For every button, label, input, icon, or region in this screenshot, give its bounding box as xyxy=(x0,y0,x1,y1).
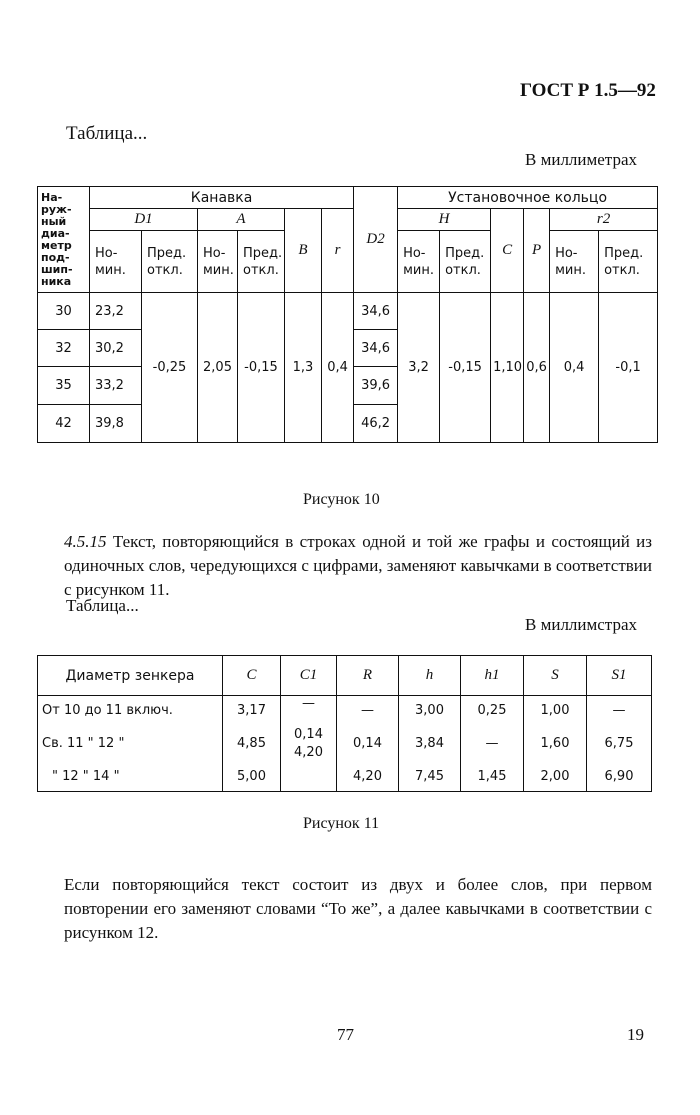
cell-B: 1,3 xyxy=(285,293,322,443)
subheader-deviation: Пред. откл. xyxy=(142,231,198,293)
cell-D2: 46,2 xyxy=(354,405,398,443)
group-header-groove: Канавка xyxy=(90,187,354,209)
col-header-C: C xyxy=(223,656,281,696)
col-header-C: C xyxy=(491,209,524,293)
page-number: 77 xyxy=(337,1025,354,1044)
cell-C: 1,10 xyxy=(491,293,524,443)
cell-H-nominal: 3,2 xyxy=(398,293,440,443)
col-header-A: A xyxy=(198,209,285,231)
cell-h: 3,84 xyxy=(399,726,461,762)
subheader-nominal: Но- мин. xyxy=(90,231,142,293)
table2-units: В миллимстрах xyxy=(525,615,637,634)
cell-outer-diameter: 32 xyxy=(38,330,90,367)
table1-caption: Таблица... xyxy=(66,123,148,144)
cell-C: 3,17 xyxy=(223,696,281,726)
document-standard-header: ГОСТ Р 1.5—92 xyxy=(520,80,656,101)
col-header-S1: S1 xyxy=(587,656,652,696)
cell-outer-diameter: 42 xyxy=(38,405,90,443)
table-bearing-groove xyxy=(37,186,658,443)
subheader-nominal: Но- мин. xyxy=(398,231,440,293)
sheet-number: 19 xyxy=(627,1025,644,1044)
cell-C1-empty xyxy=(281,762,337,792)
cell-A-nominal: 2,05 xyxy=(198,293,238,443)
col-header-R: R xyxy=(337,656,399,696)
cell-r2-deviation: -0,1 xyxy=(599,293,658,443)
cell-C: 5,00 xyxy=(223,762,281,792)
col-header-r: r xyxy=(322,209,354,293)
cell-outer-diameter: 30 xyxy=(38,293,90,330)
cell-R: — xyxy=(337,696,399,726)
cell-S1: 6,90 xyxy=(587,762,652,792)
col-header-h1: h1 xyxy=(461,656,524,696)
subheader-deviation: Пред. откл. xyxy=(238,231,285,293)
cell-C1: — xyxy=(281,696,337,726)
cell-diameter: Св. 11 " 12 " xyxy=(38,726,223,762)
col-header-D2: D2 xyxy=(354,187,398,293)
cell-R: 0,14 xyxy=(337,726,399,762)
cell-diameter: " 12 " 14 " xyxy=(38,762,223,792)
col-header-P: P xyxy=(524,209,550,293)
paragraph-text: Текст, повторяющийся в строках одной и той же графы и состоящий из одиночных слов, чередующихся с цифрами, заменяют кавычками в соответствии с рисунком 11. xyxy=(64,532,652,599)
cell-h: 3,00 xyxy=(399,696,461,726)
cell-h: 7,45 xyxy=(399,762,461,792)
paragraph-repeated-text: Если повторяющийся текст состоит из двух и более слов, при первом повторении его заменяют словами “То же”, а далее кавычками в соответствии с рисунком 12. xyxy=(64,875,652,942)
subheader-nominal: Но- мин. xyxy=(198,231,238,293)
figure-10-caption: Рисунок 10 xyxy=(303,491,380,508)
subheader-deviation: Пред. откл. xyxy=(599,231,658,293)
cell-S1: 6,75 xyxy=(587,726,652,762)
cell-H-deviation: -0,15 xyxy=(440,293,491,443)
col-header-C1: C1 xyxy=(281,656,337,696)
col-header-D1: D1 xyxy=(90,209,198,231)
cell-outer-diameter: 35 xyxy=(38,367,90,405)
cell-C1-value: 4,20 xyxy=(294,744,323,760)
cell-R: 4,20 xyxy=(337,762,399,792)
col-header-outer-diameter: На- руж- ный диа- метр под- шип- ника xyxy=(38,187,90,293)
cell-D1-nominal: 39,8 xyxy=(90,405,142,443)
cell-S: 1,60 xyxy=(524,726,587,762)
cell-C: 4,85 xyxy=(223,726,281,762)
group-header-ring: Установочное кольцо xyxy=(398,187,658,209)
cell-P: 0,6 xyxy=(524,293,550,443)
cell-S: 1,00 xyxy=(524,696,587,726)
col-header-h: h xyxy=(399,656,461,696)
cell-A-deviation: -0,15 xyxy=(238,293,285,443)
cell-diameter: От 10 до 11 включ. xyxy=(38,696,223,726)
cell-D1-nominal: 33,2 xyxy=(90,367,142,405)
cell-h1: 1,45 xyxy=(461,762,524,792)
table1-units: В миллиметрах xyxy=(525,150,637,169)
cell-D1-deviation: -0,25 xyxy=(142,293,198,443)
subheader-nominal: Но- мин. xyxy=(550,231,599,293)
col-header-r2: r2 xyxy=(550,209,658,231)
cell-r: 0,4 xyxy=(322,293,354,443)
subheader-deviation: Пред. откл. xyxy=(440,231,491,293)
col-header-S: S xyxy=(524,656,587,696)
cell-r2-nominal: 0,4 xyxy=(550,293,599,443)
paragraph-4-5-15 xyxy=(64,530,652,602)
paragraph-number: 4.5.15 xyxy=(64,532,107,551)
table-countersink xyxy=(37,655,652,792)
cell-C1 xyxy=(281,726,337,762)
cell-D2: 34,6 xyxy=(354,293,398,330)
cell-C1-value: 0,14 xyxy=(294,726,323,742)
cell-D2: 39,6 xyxy=(354,367,398,405)
cell-D2: 34,6 xyxy=(354,330,398,367)
cell-S1: — xyxy=(587,696,652,726)
cell-S: 2,00 xyxy=(524,762,587,792)
cell-D1-nominal: 23,2 xyxy=(90,293,142,330)
col-header-H: H xyxy=(398,209,491,231)
cell-h1: — xyxy=(461,726,524,762)
figure-11-caption: Рисунок 11 xyxy=(303,815,380,832)
cell-h1: 0,25 xyxy=(461,696,524,726)
col-header-countersink-diameter: Диаметр зенкера xyxy=(38,656,223,696)
table2-caption: Таблица... xyxy=(66,596,139,615)
cell-D1-nominal: 30,2 xyxy=(90,330,142,367)
col-header-B: B xyxy=(285,209,322,293)
